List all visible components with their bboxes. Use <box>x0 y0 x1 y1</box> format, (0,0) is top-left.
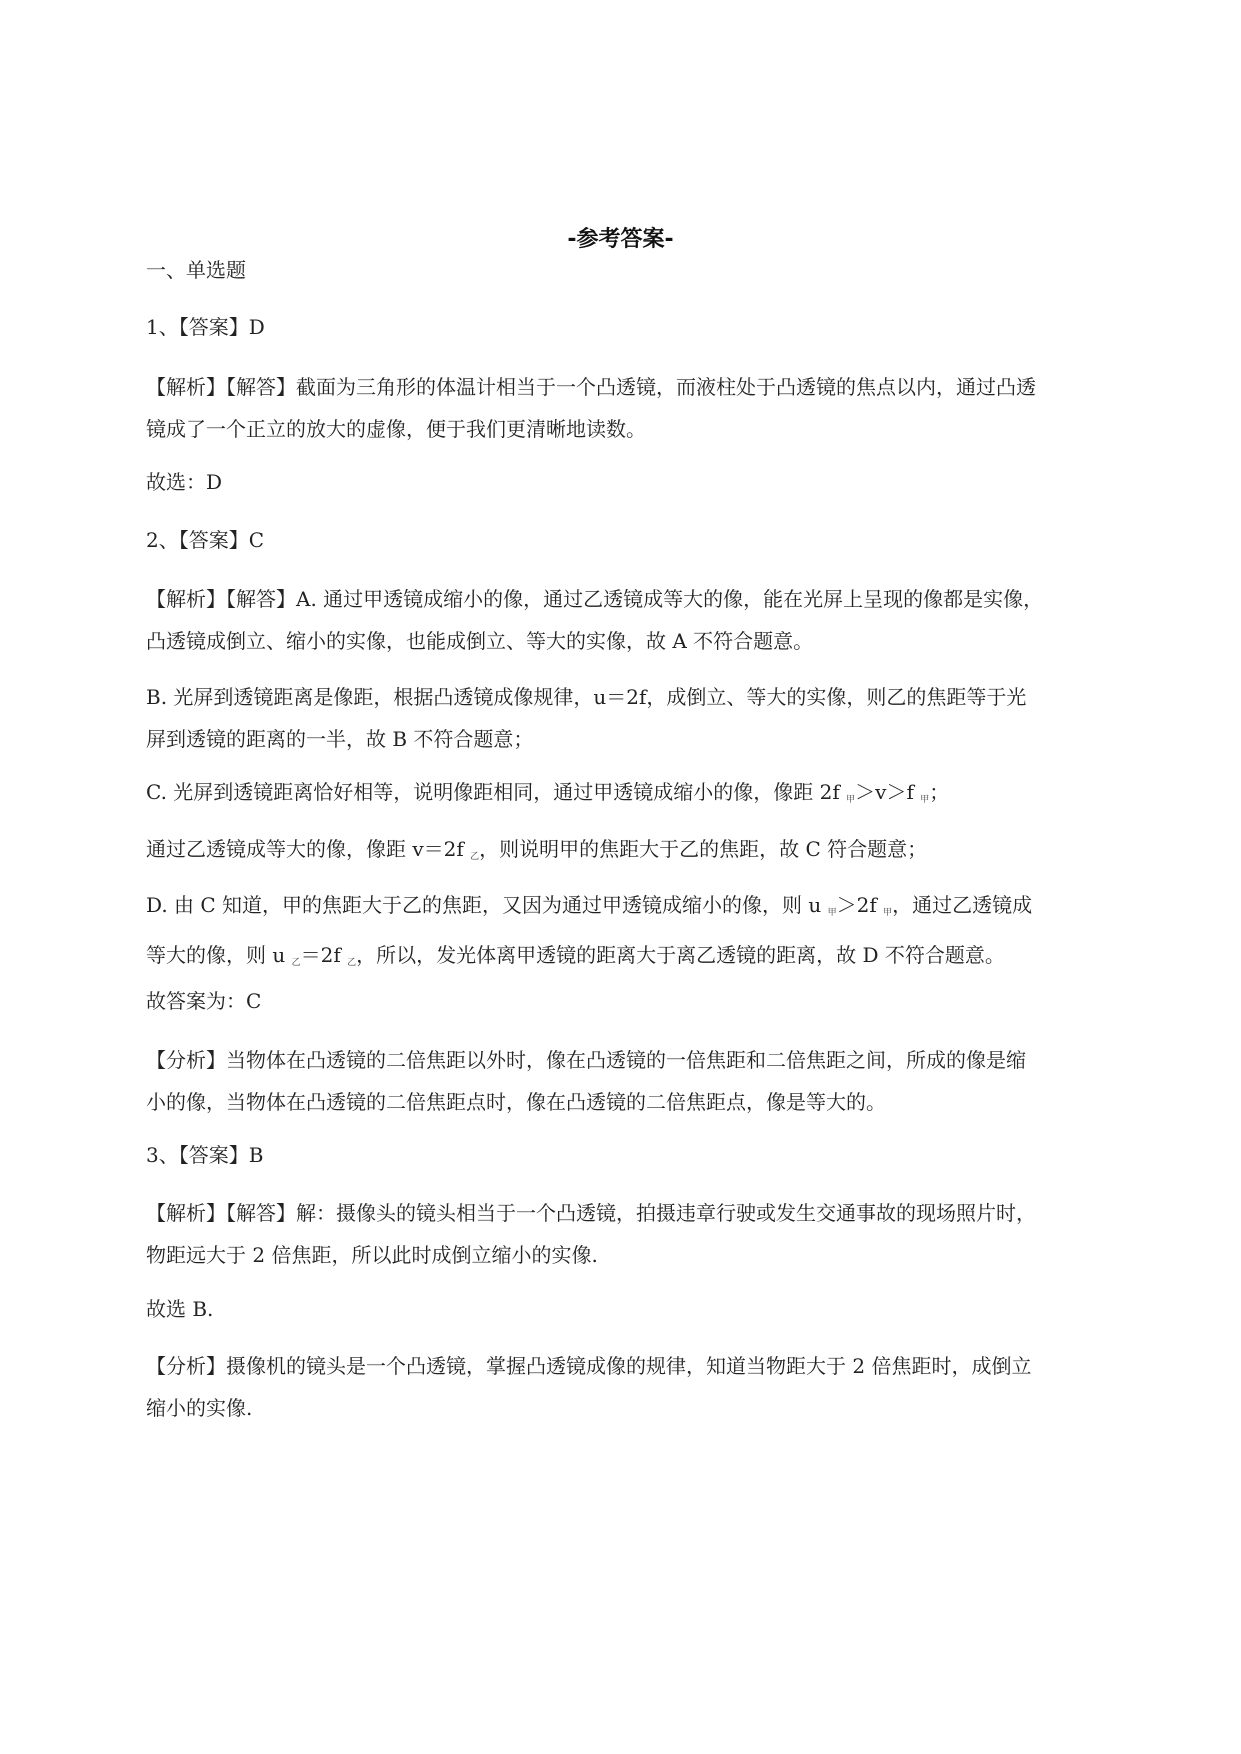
subscript: 乙 <box>291 958 301 968</box>
q3-analysis-line2: 物距远大于 2 倍焦距，所以此时成倒立缩小的实像. <box>146 1243 598 1267</box>
q2-analysis-b-line2: 屏到透镜的距离的一半，故 B 不符合题意； <box>146 727 534 751</box>
q2-analysis-c-line2 <box>146 831 1146 875</box>
q3-analysis-line1: 【解析】【解答】解：摄像头的镜头相当于一个凸透镜，拍摄违章行驶或发生交通事故的现场照片时， <box>146 1201 1036 1225</box>
q1-answer: 1、【答案】D <box>146 315 265 339</box>
text-run: ，所以，发光体离甲透镜的距离大于离乙透镜的距离，故 D 不符合题意。 <box>356 943 1005 967</box>
q1-analysis <box>146 366 1146 450</box>
q1-choice: 故选：D <box>146 470 223 494</box>
text-run: ，则说明甲的焦距大于乙的焦距，故 C 符合题意； <box>479 837 928 861</box>
subscript: 甲 <box>846 795 856 805</box>
q2-analysis-b-line1: B. 光屏到透镜距离是像距，根据凸透镜成像规律，u＝2f，成倒立、等大的实像，则乙的焦距等于光 <box>146 685 1027 709</box>
subscript: 乙 <box>470 852 480 862</box>
text-run: ＝2f <box>300 943 348 967</box>
q2-analysis-b <box>146 676 1146 760</box>
q2-analysis-d-line2 <box>146 934 1146 984</box>
q3-note-line1: 【分析】摄像机的镜头是一个凸透镜，掌握凸透镜成像的规律，知道当物距大于 2 倍焦距时，成倒立 <box>146 1354 1032 1378</box>
q3-note <box>146 1345 1146 1429</box>
q2-analysis-c-line1 <box>146 774 1146 818</box>
subscript: 乙 <box>347 958 357 968</box>
q2-analysis-a <box>146 578 1146 662</box>
q2-analysis-d <box>146 884 1146 984</box>
q2-analysis-d-line1 <box>146 884 1146 934</box>
q2-analysis-a-line2: 凸透镜成倒立、缩小的实像，也能成倒立、等大的实像，故 A 不符合题意。 <box>146 629 814 653</box>
text-run: 通过乙透镜成等大的像，像距 v＝2f <box>146 837 471 861</box>
subscript: 甲 <box>827 908 837 918</box>
q3-note-line2: 缩小的实像. <box>146 1396 253 1420</box>
text-run: ； <box>929 780 950 804</box>
text-run: C. 光屏到透镜距离恰好相等，说明像距相同，通过甲透镜成缩小的像，像距 2f <box>146 780 847 804</box>
q2-note <box>146 1039 1146 1123</box>
q2-analysis-a-line1: 【解析】【解答】A. 通过甲透镜成缩小的像，通过乙透镜成等大的像，能在光屏上呈现的像都是实像， <box>146 587 1044 611</box>
q2-answer: 2、【答案】C <box>146 528 265 552</box>
text-run: 等大的像，则 u <box>146 943 292 967</box>
q1-analysis-line2: 镜成了一个正立的放大的虚像，便于我们更清晰地读数。 <box>146 417 646 441</box>
text-run: D. 由 C 知道，甲的焦距大于乙的焦距，又因为通过甲透镜成缩小的像，则 u <box>146 893 828 917</box>
page-title: -参考答案- <box>567 227 674 252</box>
text-run: ＞v＞f <box>855 780 921 804</box>
q2-note-line1: 【分析】当物体在凸透镜的二倍焦距以外时，像在凸透镜的一倍焦距和二倍焦距之间，所成的像是缩 <box>146 1048 1026 1072</box>
q3-answer: 3、【答案】B <box>146 1143 264 1167</box>
text-run: ＞2f <box>836 893 884 917</box>
subscript: 甲 <box>920 795 930 805</box>
q2-choice: 故答案为：C <box>146 989 262 1013</box>
section-heading: 一、单选题 <box>146 258 246 282</box>
subscript: 甲 <box>883 908 893 918</box>
q2-note-line2: 小的像，当物体在凸透镜的二倍焦距点时，像在凸透镜的二倍焦距点，像是等大的。 <box>146 1090 886 1114</box>
q3-choice: 故选 B. <box>146 1297 214 1321</box>
q1-analysis-line1: 【解析】【解答】截面为三角形的体温计相当于一个凸透镜，而液柱处于凸透镜的焦点以内，通过凸透 <box>146 375 1036 399</box>
text-run: ，通过乙透镜成 <box>892 893 1033 917</box>
q3-analysis <box>146 1192 1146 1276</box>
